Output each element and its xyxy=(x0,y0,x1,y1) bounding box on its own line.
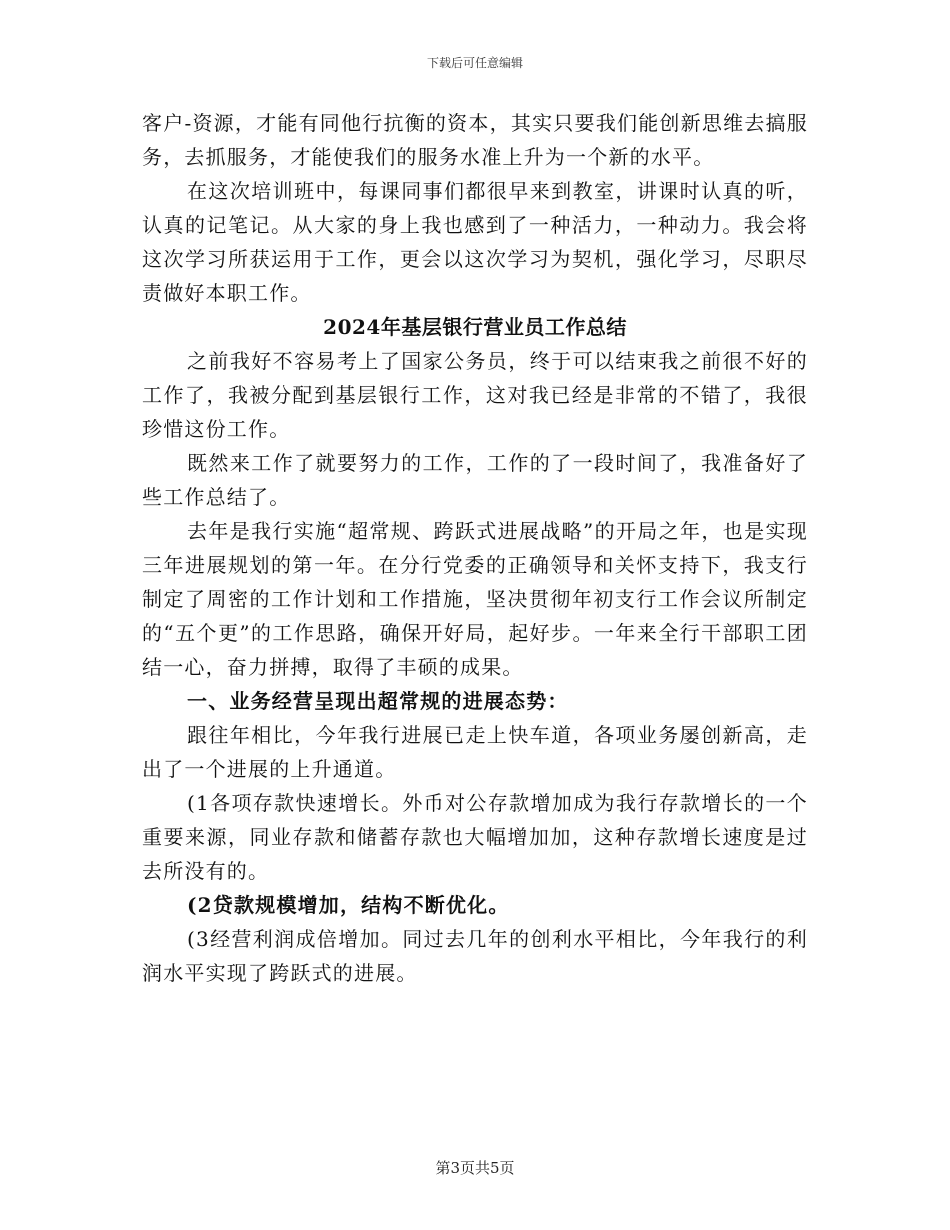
paragraph: (1各项存款快速增长。外币对公存款增加成为我行存款增长的一个重要来源，同业存款和储蓄存款也大幅增加加，这种存款增长速度是过去所没有的。 xyxy=(142,791,808,883)
paragraph: 在这次培训班中，每课同事们都很早来到教室，讲课时认真的听，认真的记笔记。从大家的身上我也感到了一种活力，一种动力。我会将这次学习所获运用于工作，更会以这次学习为契机，强化学习，尽职尽责做好本职工作。 xyxy=(142,179,808,305)
section-title: 2024年基层银行营业员工作总结 xyxy=(323,315,627,339)
paragraph: 之前我好不容易考上了国家公务员，终于可以结束我之前很不好的工作了，我被分配到基层银行工作，这对我已经是非常的不错了，我很珍惜这份工作。 xyxy=(142,349,808,441)
paragraph: 跟往年相比，今年我行进展已走上快车道，各项业务屡创新高，走出了一个进展的上升通道。 xyxy=(142,723,808,781)
paragraph: 既然来工作了就要努力的工作，工作的了一段时间了，我准备好了些工作总结了。 xyxy=(142,451,808,509)
paragraph: 客户-资源，才能有同他行抗衡的资本，其实只要我们能创新思维去搞服务，去抓服务，才能使我们的服务水准上升为一个新的水平。 xyxy=(142,111,808,169)
section-heading: 一、业务经营呈现出超常规的进展态势： xyxy=(187,689,569,713)
page-footer: 第3页共5页 xyxy=(435,1159,515,1177)
paragraph: 去年是我行实施“超常规、跨跃式进展战略”的开局之年，也是实现三年进展规划的第一年。在分行党委的正确领导和关怀支持下，我支行制定了周密的工作计划和工作措施，坚决贯彻年初支行工作会议所制定的“五个更”的工作思路，确保开好局，起好步。一年来全行干部职工团结一心，奋力拼搏，取得了丰硕的成果。 xyxy=(142,519,808,679)
paragraph: (3经营利润成倍增加。同过去几年的创利水平相比，今年我行的利润水平实现了跨跃式的进展。 xyxy=(142,927,808,985)
subsection-heading: (2贷款规模增加，结构不断优化。 xyxy=(187,893,510,917)
page-header: 下载后可任意编辑 xyxy=(426,56,523,70)
document-body xyxy=(142,106,808,990)
